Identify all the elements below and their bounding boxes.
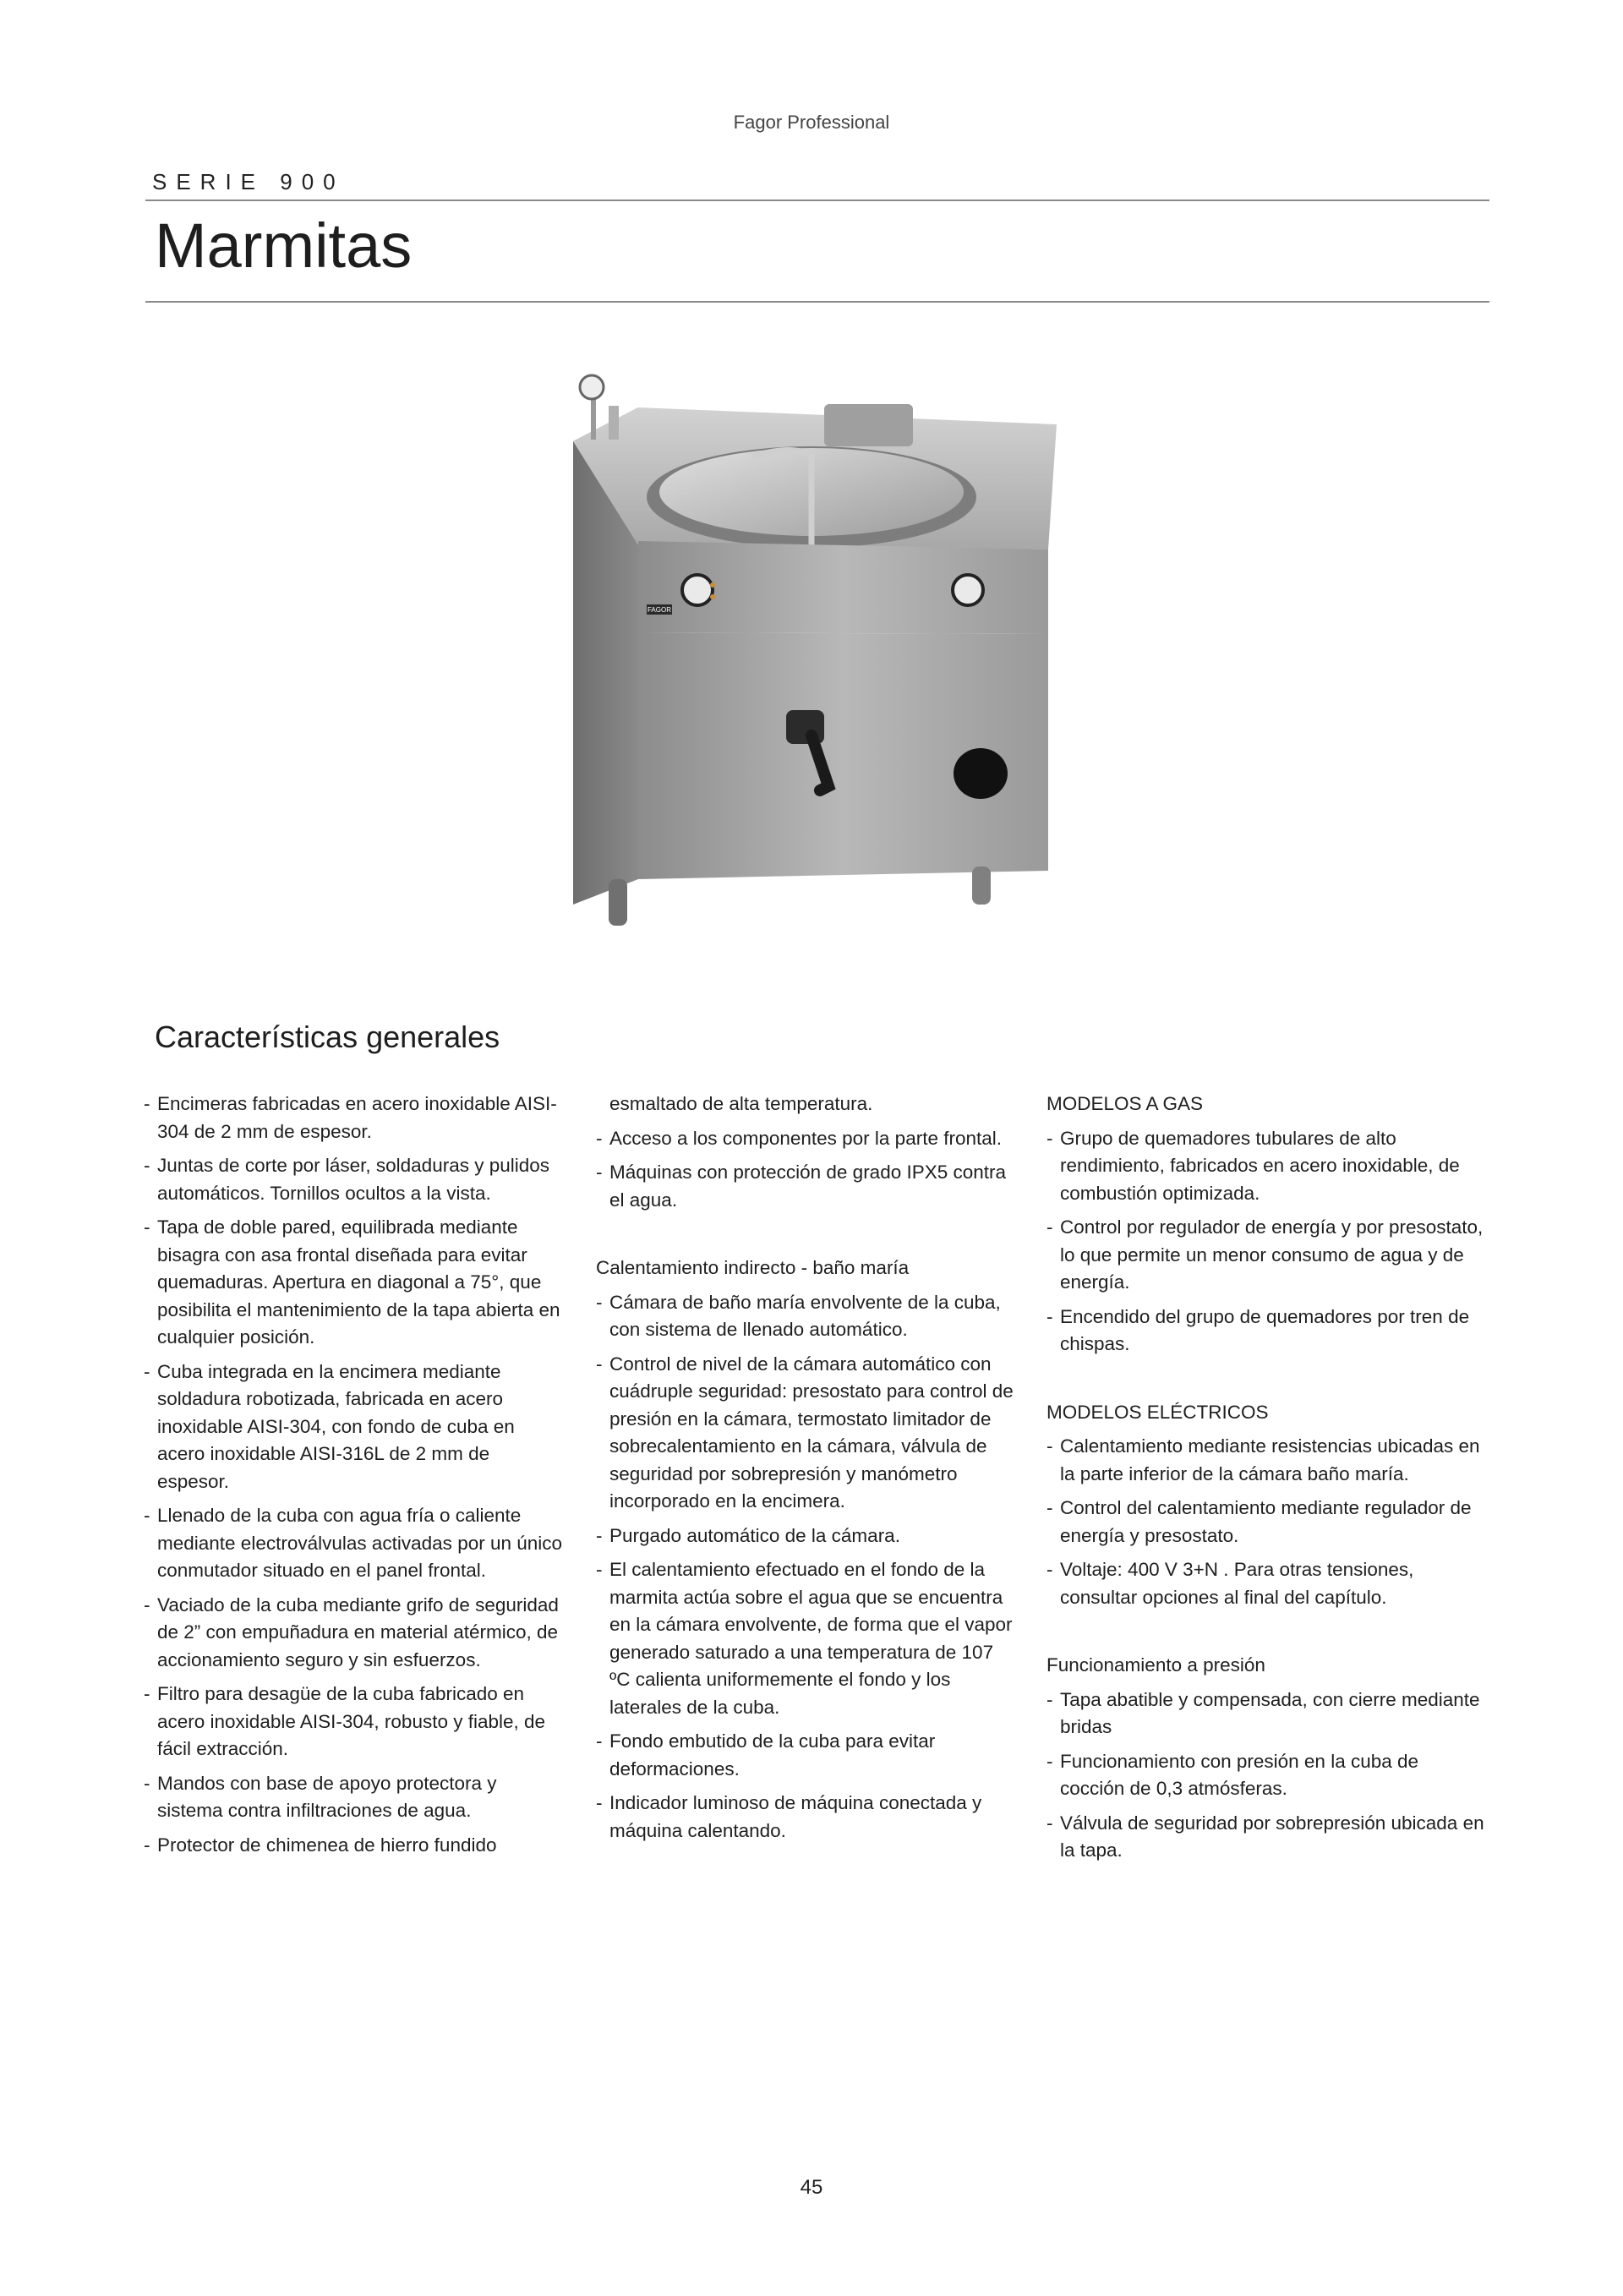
list-continuation: esmaltado de alta temperatura. <box>609 1093 873 1114</box>
list-item: - Máquinas con protección de grado IPX5 contra el agua. <box>596 1159 1019 1214</box>
list-item: - Indicador luminoso de máquina conectada y máquina calentando. <box>596 1790 1019 1845</box>
page-number: 45 <box>800 2176 823 2199</box>
features-column-1 <box>144 1091 566 1866</box>
brand-header: Fagor Professional <box>733 112 890 133</box>
subheading-indirect-heating: Calentamiento indirecto - baño maría <box>596 1257 910 1278</box>
subheading-pressure-operation: Funcionamiento a presión <box>1046 1654 1265 1676</box>
foot-right <box>972 866 991 905</box>
list-item: - Protector de chimenea de hierro fundido <box>144 1832 566 1860</box>
list-item: - Cuba integrada en la encimera mediante soldadura robotizada, fabricada en acero inoxidable AISI-304, con fondo de cuba en acero inoxidable AISI-316L de 2 mm de espesor. <box>144 1358 566 1496</box>
list-item: - Encendido del grupo de quemadores por tren de chispas. <box>1046 1304 1486 1358</box>
list-item: - Cámara de baño maría envolvente de la cuba, con sistema de llenado automático. <box>596 1289 1019 1344</box>
list-item: - Acceso a los componentes por la parte frontal. <box>596 1125 1019 1153</box>
list-item: - Tapa abatible y compensada, con cierre mediante bridas <box>1046 1686 1486 1741</box>
features-column-2 <box>596 1091 1019 1851</box>
control-knob-right <box>953 575 983 605</box>
list-item: - Vaciado de la cuba mediante grifo de seguridad de 2” con empuñadura en material atérmico, de accionamiento seguro y sin esfuerzos. <box>144 1592 566 1675</box>
list-item: - Válvula de seguridad por sobrepresión ubicada en la tapa. <box>1046 1810 1486 1865</box>
list-item: - Voltaje: 400 V 3+N . Para otras tensiones, consultar opciones al final del capítulo. <box>1046 1556 1486 1611</box>
control-knob-left <box>682 575 713 605</box>
list-item: - Encimeras fabricadas en acero inoxidable AISI-304 de 2 mm de espesor. <box>144 1091 566 1145</box>
top-divider <box>145 200 1489 201</box>
series-label: SERIE 900 <box>152 169 345 194</box>
list-item: - Filtro para desagüe de la cuba fabricado en acero inoxidable AISI-304, robusto y fiable, de fácil extracción. <box>144 1681 566 1763</box>
list-item: - Juntas de corte por láser, soldaduras y pulidos automáticos. Tornillos ocultos a la vista. <box>144 1152 566 1207</box>
flue-vent <box>954 748 1008 799</box>
safety-valve <box>609 406 619 440</box>
list-item: - Control por regulador de energía y por presostato, lo que permite un menor consumo de agua y de energía. <box>1046 1214 1486 1297</box>
subheading-gas-models: MODELOS A GAS <box>1046 1093 1204 1114</box>
list-item: - Mandos con base de apoyo protectora y sistema contra infiltraciones de agua. <box>144 1770 566 1825</box>
list-item: - Fondo embutido de la cuba para evitar deformaciones. <box>596 1728 1019 1783</box>
list-item: - Control de nivel de la cámara automático con cuádruple seguridad: presostato para control de presión en la cámara, termostato limitador de sobrecalentamiento en la cámara, válvula de seguridad por sobrepresión y manómetro incorporado en la encimera. <box>596 1351 1019 1516</box>
list-item: - Grupo de quemadores tubulares de alto rendimiento, fabricados en acero inoxidable, de combustión optimizada. <box>1046 1125 1486 1208</box>
list-item: - Control del calentamiento mediante regulador de energía y presostato. <box>1046 1495 1486 1550</box>
list-item: - El calentamiento efectuado en el fondo de la marmita actúa sobre el agua que se encuentra en la cámara envolvente, de forma que el vapor generado saturado a una temperatura de 107 ºC calienta uniformemente el fondo y los laterales de la cuba. <box>596 1556 1019 1721</box>
marmita-product-image <box>541 364 1065 938</box>
indicator-light-1 <box>710 582 715 588</box>
list-item: - Tapa de doble pared, equilibrada mediante bisagra con asa frontal diseñada para evitar quemaduras. Apertura en diagonal a 75°, que posibilita el mantenimiento de la tapa abierta en cualquier posición. <box>144 1214 566 1352</box>
title-divider <box>145 301 1489 303</box>
list-item: - Llenado de la cuba con agua fría o caliente mediante electroválvulas activadas por un único conmutador situado en el panel frontal. <box>144 1502 566 1585</box>
page-title: Marmitas <box>155 210 413 281</box>
list-item: - Funcionamiento con presión en la cuba de cocción de 0,3 atmósferas. <box>1046 1748 1486 1803</box>
foot-left <box>609 879 627 926</box>
brand-plate-text: FAGOR <box>647 606 672 614</box>
list-item: - Purgado automático de la cámara. <box>596 1522 1019 1550</box>
section-title: Características generales <box>155 1020 500 1054</box>
pressure-gauge-icon <box>580 375 604 399</box>
indicator-light-2 <box>710 594 715 599</box>
list-item: - Calentamiento mediante resistencias ubicadas en la parte inferior de la cámara baño maría. <box>1046 1433 1486 1488</box>
lid-hinge <box>824 404 913 446</box>
subheading-electric-models: MODELOS ELÉCTRICOS <box>1046 1401 1269 1423</box>
features-column-3 <box>1046 1091 1486 1872</box>
